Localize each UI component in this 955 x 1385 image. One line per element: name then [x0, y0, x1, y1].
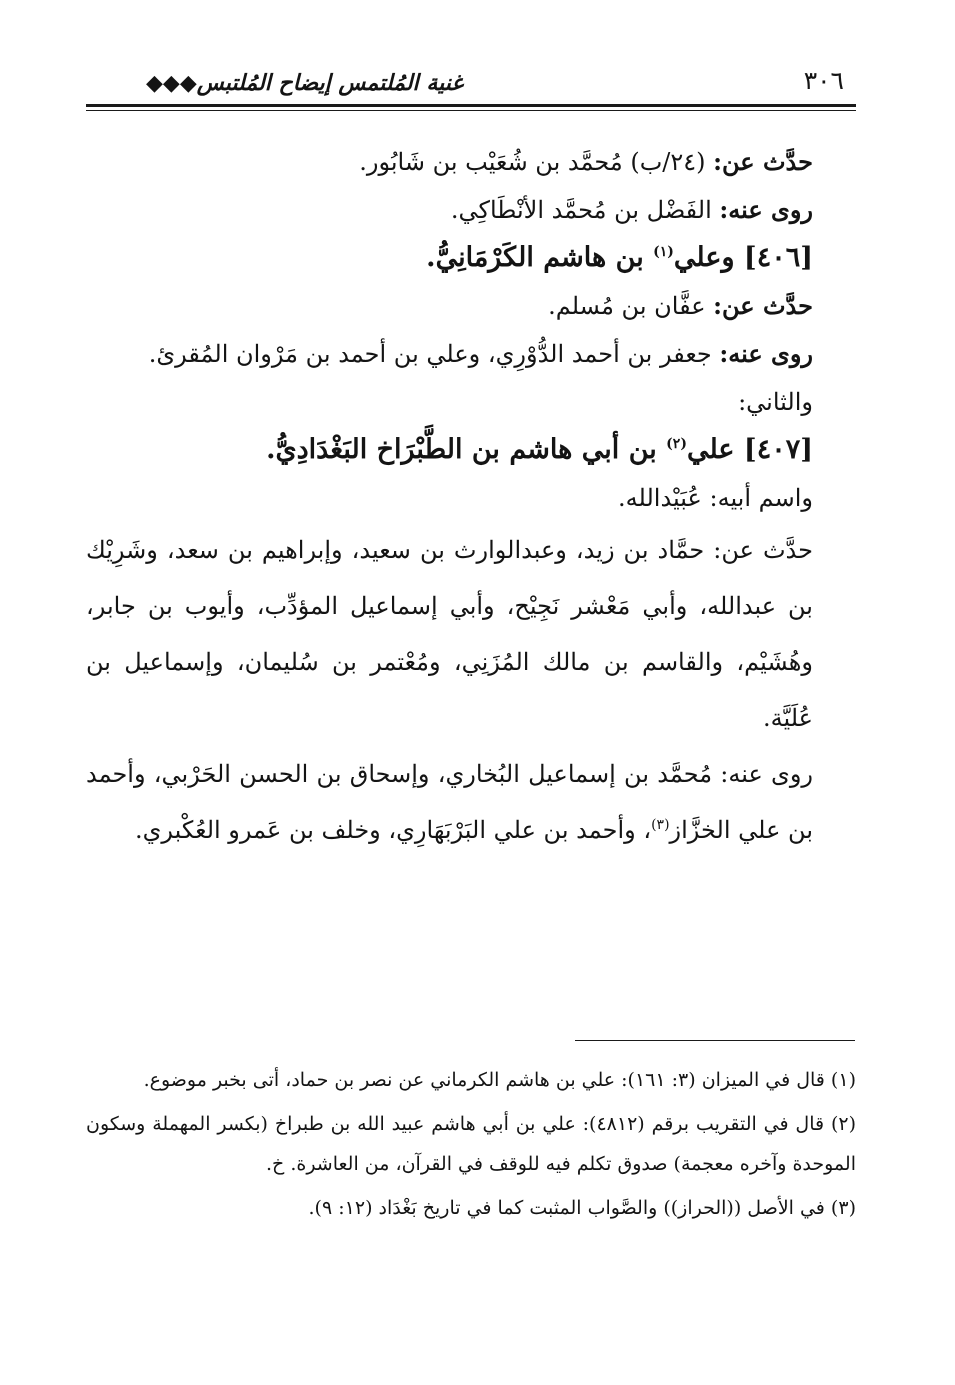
narrated-from-label: حدَّث عن: — [713, 291, 813, 320]
narrated-by-label: روى عنه: — [719, 339, 813, 368]
page-number: ٣٠٦ — [803, 66, 844, 95]
narrated-by-text-cont: ، وأحمد بن علي البَرْبَهَارِي، وخلف بن عَمرو العُكْبري. — [134, 816, 652, 844]
footnote-1: (١) قال في الميزان (٣: ١٦١): علي بن هاشم الكرماني عن نصر بن حماد، أتى بخبر موضوع. — [143, 1069, 856, 1091]
footnote-3: (٣) في الأصل ((الحراز)) والصَّواب المثبت كما في تاريخ بَغْدَاد (١٢: ٩). — [308, 1197, 856, 1219]
narrated-from-text: عفَّان بن مُسلم. — [548, 292, 714, 320]
narrated-by-text: مُحمَّد بن إسماعيل البُخاري، وإسحاق بن الحسن الحَرْبي، وأحمد بن علي الخزَّاز — [86, 760, 813, 844]
entry-heading-407 — [86, 426, 813, 474]
entry-name-rest: بن هاشم الكَرْمَانِيُّ. — [426, 242, 654, 273]
header-rule-thick — [86, 104, 856, 107]
narrated-from-text: (٢٤/ب) مُحمَّد بن شُعَيْب بن شَابُور. — [359, 148, 714, 176]
footnotes — [86, 1060, 856, 1232]
narrated-by-label: روى عنه: — [719, 195, 813, 224]
section-label-second: والثاني: — [738, 388, 813, 416]
narrated-from-line — [86, 138, 813, 186]
narrated-by-text: جعفر بن أحمد الدُّوْرِي، وعلي بن أحمد بن مَرْوان المُقرئ. — [148, 340, 720, 368]
header-rule-thin — [86, 110, 856, 111]
footnote-separator — [575, 1040, 855, 1041]
footnote-ref: (٣) — [651, 817, 670, 833]
narrated-by-line — [86, 330, 813, 378]
narrated-by-paragraph — [86, 746, 813, 858]
entry-name-rest: بن أبي هاشم بن الطَّبْرَاخ البَغْدَادِيُّ. — [266, 434, 667, 465]
entry-name: علي — [686, 434, 735, 465]
footnote-2: (٢) قال في التقريب برقم (٤٨١٢): علي بن أبي هاشم عبيد الله بن طبراخ (بكسر المهملة وسكون الموحدة وآخره معجمة) صدوق تكلم فيه للوقف في القرآن، من العاشرة. خ. — [86, 1113, 856, 1175]
running-title: غنية المُلتمس إيضاح المُلتبس◆◆◆ — [146, 70, 463, 96]
page-header — [86, 60, 856, 104]
narrated-by-line — [86, 186, 813, 234]
narrated-from-line — [86, 282, 813, 330]
narrated-from-text: حمَّاد بن زيد، وعبدالوارث بن سعيد، وإبراهيم بن سعد، وشَرِيْك بن عبدالله، وأبي مَعْشر نَجِيْح، وأبي إسماعيل المؤدِّب، وأيوب بن جابر، وهُشَيْم، والقاسم بن مالك المُزَنِي، ومُعْتمر بن سُليمان، وإسماعيل بن عُلَيَّة. — [86, 536, 813, 732]
footnote-ref: (٢) — [666, 436, 687, 452]
entry-number: [٤٠٦] — [734, 242, 813, 273]
narrated-from-paragraph — [86, 522, 813, 746]
body-text — [86, 138, 813, 858]
entry-name: وعلي — [673, 242, 735, 273]
entry-number: [٤٠٧] — [734, 434, 813, 465]
entry-heading-406 — [86, 234, 813, 282]
narrated-by-text: الفَضْل بن مُحمَّد الأنْطَاكِي. — [450, 196, 720, 224]
narrated-from-label: حدَّث عن: — [713, 147, 813, 176]
narrated-from-label: حدَّث عن: — [713, 536, 813, 564]
footnote-ref: (١) — [653, 244, 674, 260]
narrated-by-label: روى عنه: — [720, 760, 814, 788]
father-name-line: واسم أبيه: عُبَيْدالله. — [618, 484, 813, 512]
